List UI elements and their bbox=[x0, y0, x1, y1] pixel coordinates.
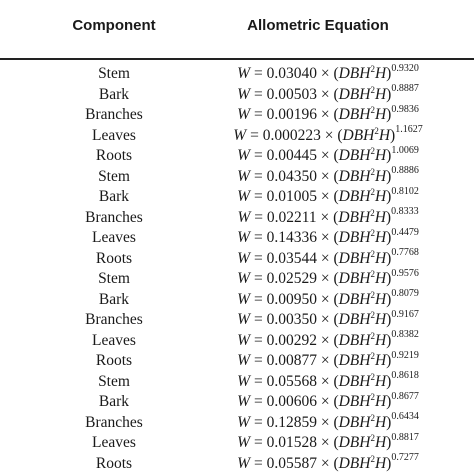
exponent: 0.8886 bbox=[391, 165, 419, 177]
coefficient: 0.14336 bbox=[266, 229, 317, 246]
table-row bbox=[0, 351, 474, 372]
equation-cell: $W = 0.01528 \times (DBH^2H)^{0.8817}$ bbox=[237, 431, 419, 451]
table-row bbox=[0, 228, 474, 249]
exponent: 0.9219 bbox=[391, 349, 419, 361]
equation-cell: $W = 0.02211 \times (DBH^2H)^{0.8333}$ bbox=[237, 206, 419, 226]
exponent: 0.8677 bbox=[391, 390, 419, 402]
component-cell: Leaves bbox=[92, 229, 136, 246]
coefficient: 0.000223 bbox=[262, 126, 321, 144]
coefficient: 0.00445 bbox=[266, 147, 317, 164]
table-row bbox=[0, 454, 474, 474]
component-cell: Roots bbox=[95, 147, 133, 164]
equation-cell: $W = 0.01005 \times (DBH^2H)^{0.8102}$ bbox=[237, 185, 419, 205]
exponent: 0.9576 bbox=[391, 267, 419, 279]
equation-cell: $W = 0.000223 \times (DBH^2H)^{1.1627}$ bbox=[233, 124, 423, 144]
coefficient: 0.02211 bbox=[266, 208, 317, 226]
table-row bbox=[0, 146, 474, 167]
table-row bbox=[0, 310, 474, 331]
equation-cell: $W = 0.12859 \times (DBH^2H)^{0.6434}$ bbox=[237, 411, 419, 431]
table-row bbox=[0, 105, 474, 126]
coefficient: 0.00950 bbox=[266, 290, 317, 308]
component-cell: Leaves bbox=[92, 126, 136, 144]
table-body bbox=[0, 64, 474, 474]
table-row bbox=[0, 126, 474, 147]
exponent: 0.4479 bbox=[391, 226, 419, 238]
exponent: 0.8618 bbox=[391, 370, 419, 382]
exponent: 0.6434 bbox=[391, 411, 419, 423]
header-equation: Allometric Equation bbox=[247, 17, 389, 34]
component-cell: Leaves bbox=[92, 331, 136, 349]
coefficient: 0.03040 bbox=[266, 65, 317, 82]
coefficient: 0.01005 bbox=[266, 188, 317, 205]
exponent: 0.8817 bbox=[391, 431, 419, 443]
table-row bbox=[0, 413, 474, 434]
exponent: 0.8333 bbox=[391, 206, 419, 218]
table-row bbox=[0, 331, 474, 352]
table-header bbox=[0, 0, 474, 58]
component-cell: Stem bbox=[98, 167, 130, 185]
coefficient: 0.00606 bbox=[266, 393, 317, 410]
exponent: 0.9836 bbox=[391, 103, 419, 115]
component-cell: Roots bbox=[95, 454, 133, 472]
table-row bbox=[0, 208, 474, 229]
coefficient: 0.00503 bbox=[266, 85, 317, 103]
coefficient: 0.12859 bbox=[266, 413, 317, 431]
table-row bbox=[0, 249, 474, 270]
exponent: 0.8102 bbox=[391, 185, 419, 197]
coefficient: 0.05587 bbox=[266, 454, 317, 472]
equation-cell: $W = 0.05587 \times (DBH^2H)^{0.7277}$ bbox=[237, 452, 419, 472]
component-cell: Roots bbox=[95, 352, 133, 369]
exponent: 0.9320 bbox=[391, 62, 419, 74]
equation-cell: $W = 0.03544 \times (DBH^2H)^{0.7768}$ bbox=[237, 247, 419, 267]
coefficient: 0.00350 bbox=[266, 311, 317, 328]
component-cell: Stem bbox=[98, 372, 130, 390]
equation-cell: $W = 0.00196 \times (DBH^2H)^{0.9836}$ bbox=[237, 103, 419, 123]
component-cell: Stem bbox=[98, 270, 130, 287]
equation-cell: $W = 0.00292 \times (DBH^2H)^{0.8382}$ bbox=[237, 329, 419, 349]
component-cell: Bark bbox=[98, 85, 130, 103]
component-cell: Bark bbox=[98, 393, 130, 410]
exponent: 0.7768 bbox=[391, 247, 419, 259]
component-cell: Branches bbox=[85, 413, 143, 431]
coefficient: 0.01528 bbox=[266, 434, 317, 451]
component-cell: Leaves bbox=[92, 434, 136, 451]
exponent: 0.8887 bbox=[391, 83, 419, 95]
table-row bbox=[0, 64, 474, 85]
component-cell: Roots bbox=[95, 249, 133, 267]
component-cell: Branches bbox=[85, 106, 143, 123]
coefficient: 0.05568 bbox=[266, 372, 317, 390]
table-row bbox=[0, 269, 474, 290]
exponent: 0.8079 bbox=[391, 288, 419, 300]
exponent: 0.9167 bbox=[391, 308, 419, 320]
equation-cell: $W = 0.14336 \times (DBH^2H)^{0.4479}$ bbox=[237, 226, 419, 246]
equation-cell: $W = 0.05568 \times (DBH^2H)^{0.8618}$ bbox=[237, 370, 419, 390]
coefficient: 0.00877 bbox=[266, 352, 317, 369]
table-row bbox=[0, 372, 474, 393]
equation-cell: $W = 0.03040 \times (DBH^2H)^{0.9320}$ bbox=[237, 62, 419, 82]
table-row bbox=[0, 167, 474, 188]
coefficient: 0.03544 bbox=[266, 249, 317, 267]
equation-cell: $W = 0.00350 \times (DBH^2H)^{0.9167}$ bbox=[237, 308, 419, 328]
header-rule bbox=[0, 58, 474, 60]
equation-cell: $W = 0.00950 \times (DBH^2H)^{0.8079}$ bbox=[237, 288, 419, 308]
equation-cell: $W = 0.00445 \times (DBH^2H)^{1.0069}$ bbox=[237, 144, 419, 164]
exponent: 0.7277 bbox=[391, 452, 419, 464]
table-row bbox=[0, 187, 474, 208]
exponent: 1.1627 bbox=[395, 124, 423, 136]
coefficient: 0.02529 bbox=[266, 270, 317, 287]
coefficient: 0.00196 bbox=[266, 106, 317, 123]
table-row bbox=[0, 85, 474, 106]
header-component: Component bbox=[72, 17, 156, 34]
equation-cell: $W = 0.00503 \times (DBH^2H)^{0.8887}$ bbox=[237, 83, 419, 103]
table-row bbox=[0, 392, 474, 413]
exponent: 1.0069 bbox=[391, 144, 419, 156]
coefficient: 0.00292 bbox=[266, 331, 317, 349]
component-cell: Branches bbox=[85, 311, 143, 328]
component-cell: Stem bbox=[98, 65, 130, 82]
table-row bbox=[0, 290, 474, 311]
equation-cell: $W = 0.00606 \times (DBH^2H)^{0.8677}$ bbox=[237, 390, 419, 410]
equation-cell: $W = 0.00877 \times (DBH^2H)^{0.9219}$ bbox=[237, 349, 419, 369]
table-row bbox=[0, 433, 474, 454]
equation-cell: $W = 0.02529 \times (DBH^2H)^{0.9576}$ bbox=[237, 267, 419, 287]
component-cell: Bark bbox=[98, 290, 130, 308]
component-cell: Bark bbox=[98, 188, 130, 205]
component-cell: Branches bbox=[85, 208, 143, 226]
exponent: 0.8382 bbox=[391, 329, 419, 341]
equation-cell: $W = 0.04350 \times (DBH^2H)^{0.8886}$ bbox=[237, 165, 419, 185]
coefficient: 0.04350 bbox=[266, 167, 317, 185]
